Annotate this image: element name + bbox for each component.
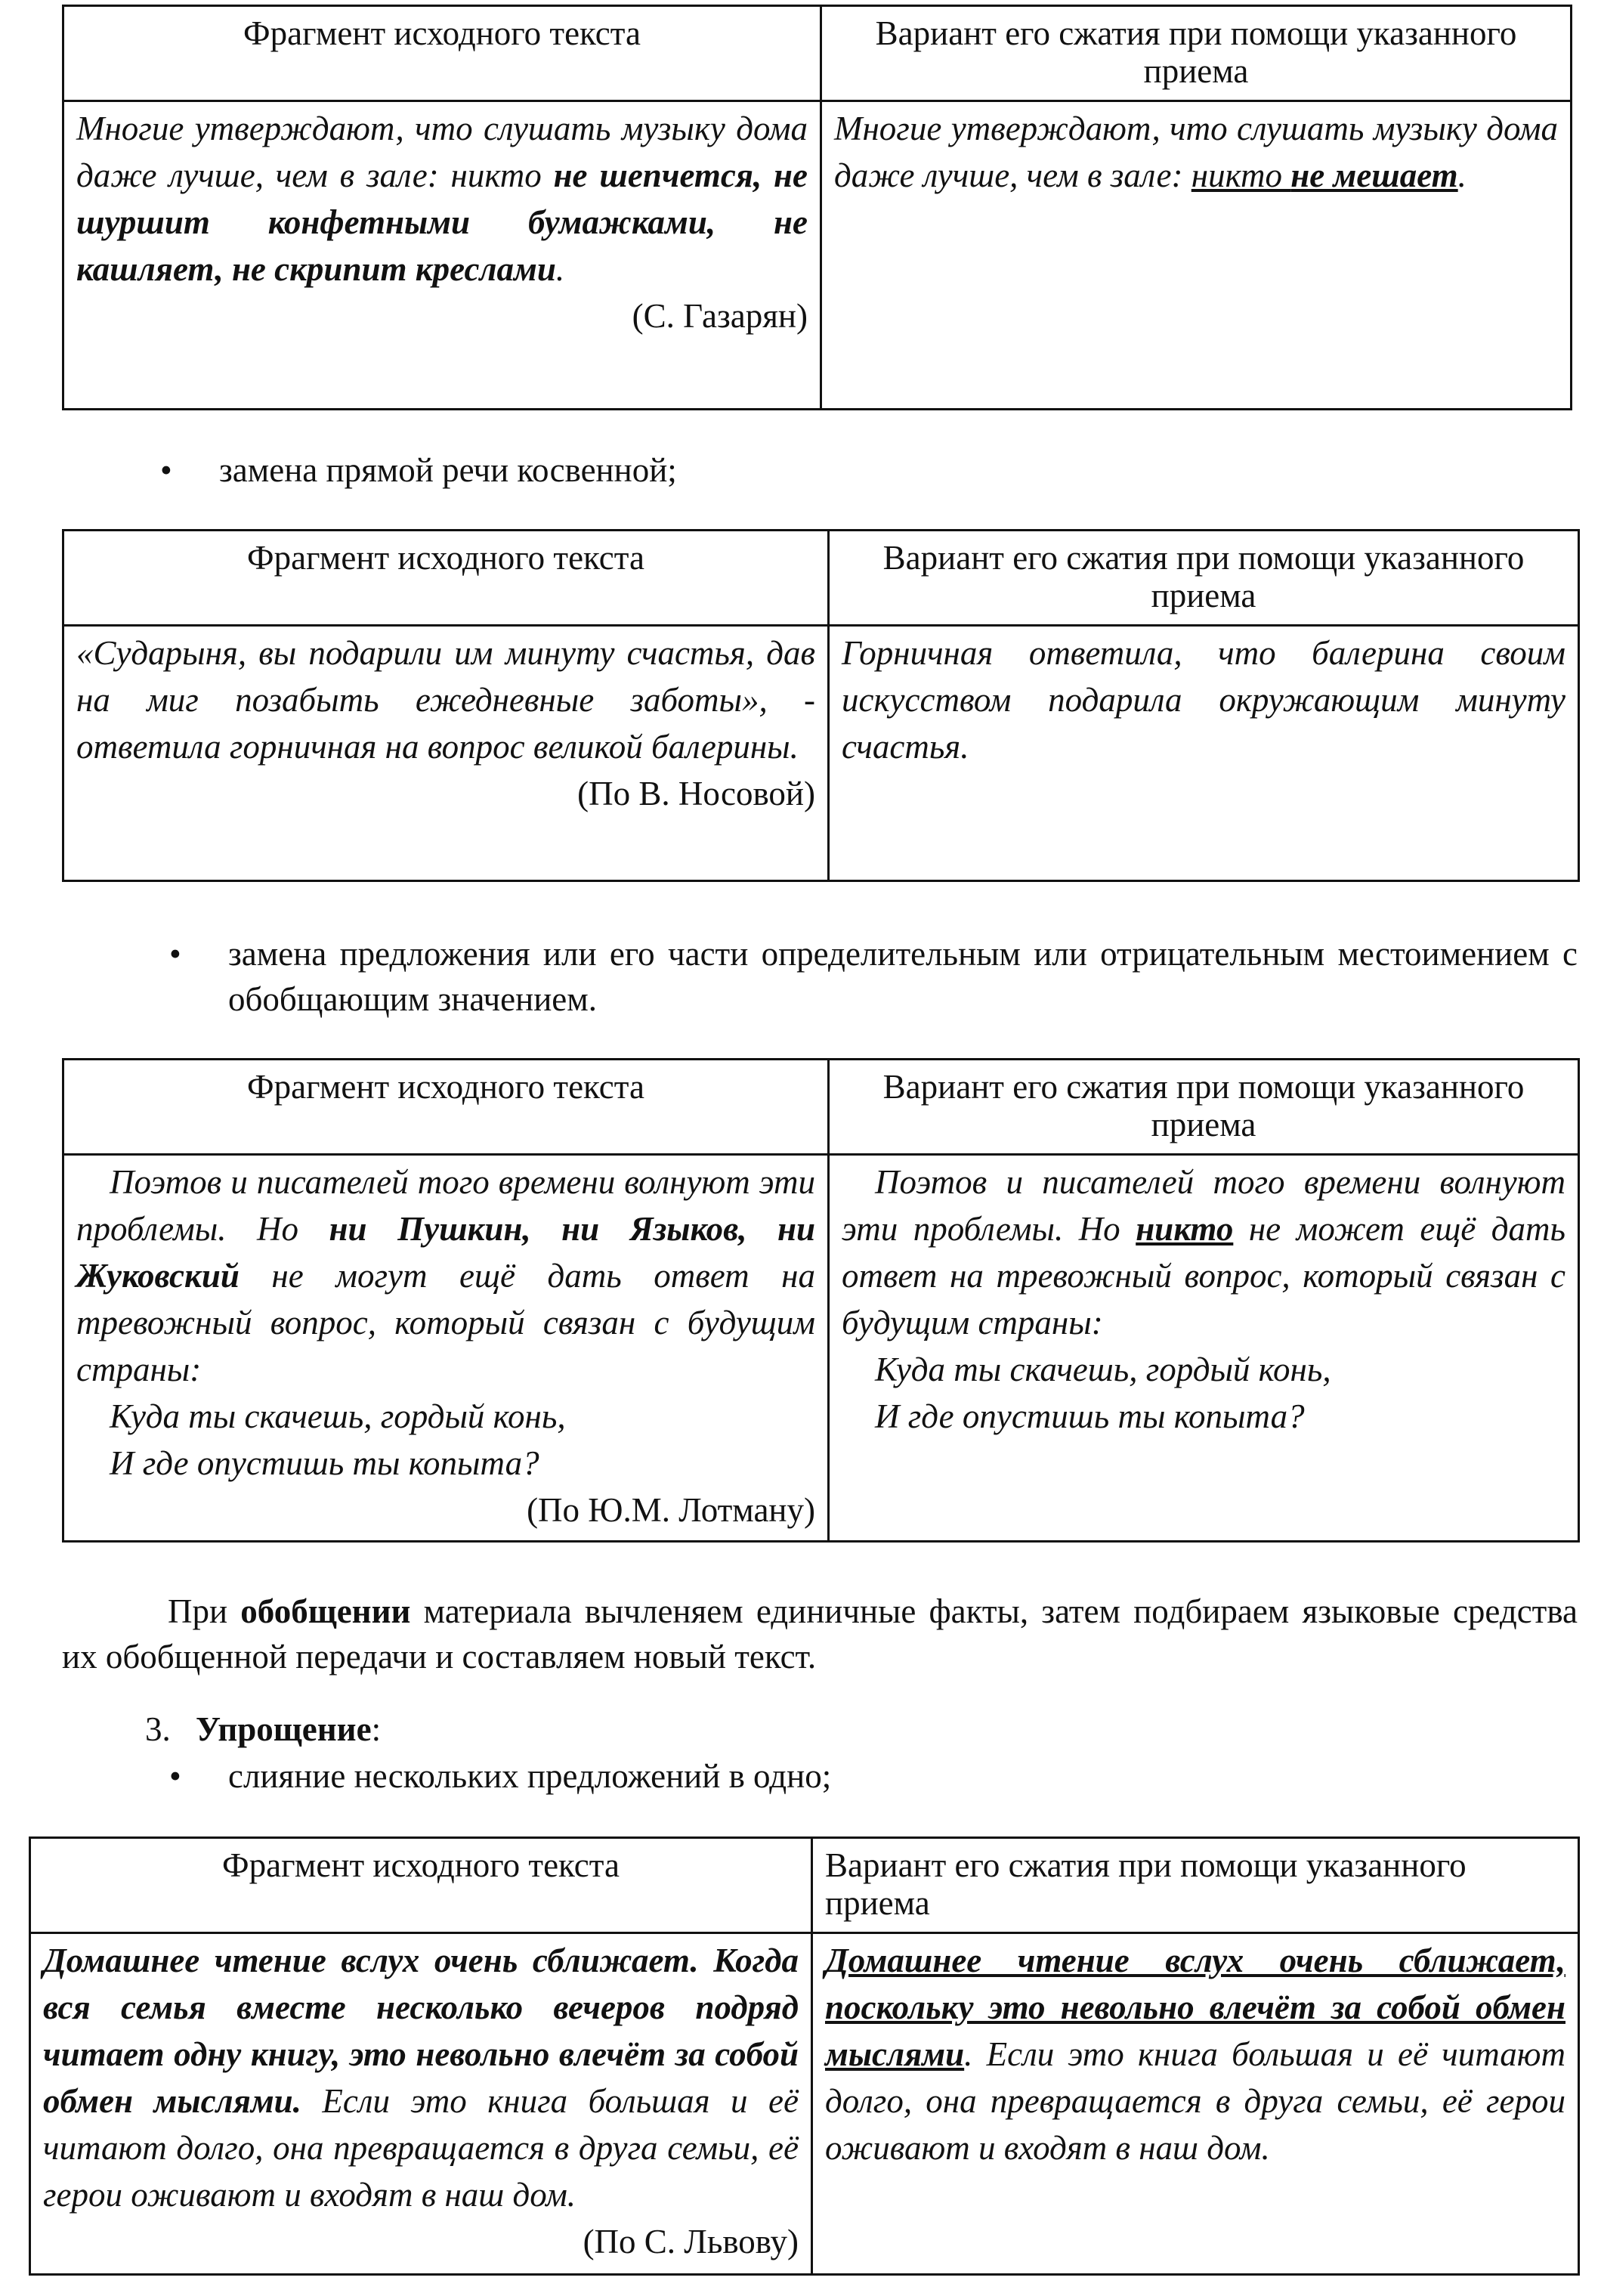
text-run: не мешает [1290,156,1458,194]
table4-left-text [43,1942,799,2214]
text-run: «Сударыня, вы подарили им минуту счастья, дав на миг позабыть ежедневные заботы», - ответила горничная на вопрос великой балерины. [76,634,815,766]
bullet-marker: • [169,1757,181,1795]
example-table-1 [62,5,1572,410]
example-table-3 [62,1058,1580,1543]
text-run: Поэтов и писателей того времени волнуют эти проблемы. Но [76,1163,815,1248]
table4-right-text [825,1942,1565,2167]
bullet-item-3 [169,1753,1578,1799]
paragraph-text [62,1592,1578,1676]
bullet-text: замена прямой речи косвенной; [219,451,677,489]
example-table-4 [29,1836,1580,2276]
bullet-item-1 [160,447,1579,493]
table4-source: (По С. Львову) [583,2223,799,2260]
text-run: . Если это книга большая и её читают долго, она превращается в друга семьи, её герои оживают и входят в наш дом. [825,2035,1565,2167]
bullet-item-2 [169,931,1578,1022]
table3-source: (По Ю.М. Лотману) [527,1491,815,1529]
text-run: Многие утверждают, что слушать музыку дома даже лучше, чем в зале: [834,110,1558,194]
table3-right-cell [829,1155,1579,1542]
text-run: Поэтов и писателей того времени волнуют эти проблемы. Но [842,1163,1565,1248]
table4-left-cell [30,1933,812,2275]
text-run: Домашнее чтение вслух очень сближает. Когда вся семья вместе несколько вечеров подряд читает одну книгу, это невольно влечёт за собой обмен мыслями. [43,1942,799,2120]
header-left: Фрагмент исходного текста [63,6,821,101]
section-3-heading [145,1707,901,1752]
table3-poem-right-line-1: Куда ты скачешь, гордый конь, [875,1351,1331,1388]
table3-poem-right-line-2: И где опустишь ты копыта? [875,1397,1305,1435]
section-number: 3. [145,1710,171,1748]
table3-left-text [76,1159,815,1393]
bullet-marker: • [169,935,181,973]
text-run: материала вычленяем единичные факты, затем подбираем языковые средства их обобщенной передачи и составляем новый текст. [62,1592,1578,1676]
header-right: Вариант его сжатия при помощи указанного приема [812,1838,1579,1933]
text-run: никто [1136,1210,1234,1248]
table1-right-cell [821,101,1572,410]
header-right: Вариант его сжатия при помощи указанного приема [829,531,1579,626]
text-run: Домашнее чтение вслух очень сближает, поскольку это невольно влечёт за собой обмен мыслями [825,1942,1565,2073]
table3-poem-left-line-1: Куда ты скачешь, гордый конь, [110,1397,566,1435]
text-run: Многие утверждают, что слушать музыку дома даже лучше, чем в зале: никто [76,110,808,194]
text-run: Горничная ответила, что балерина своим искусством подарила окружающим минуту счастья. [842,634,1565,766]
generalization-paragraph [62,1589,1578,1679]
table2-left-text [76,634,815,766]
bullet-marker: • [160,451,172,489]
text-run: При [168,1592,241,1630]
text-run: обобщении [240,1592,411,1630]
text-run: Если это книга большая и её читают долго, она превращается в друга семьи, её герои оживают и входят в наш дом. [43,2082,799,2214]
table3-right-text [842,1159,1565,1346]
text-run: . [1457,156,1467,194]
table2-left-cell [63,626,829,881]
section-colon: : [371,1710,382,1748]
text-run: . [555,250,565,288]
table1-left-cell [63,101,821,410]
header-left: Фрагмент исходного текста [63,1060,829,1155]
text-run: ни Пушкин, ни Языков, ни Жуковский [76,1210,815,1295]
text-run: не может ещё дать ответ на тревожный вопрос, который связан с будущим страны: [842,1210,1565,1341]
table1-left-text [76,110,808,288]
text-run: не могут ещё дать ответ на тревожный вопрос, который связан с будущим страны: [76,1257,815,1388]
table4-right-cell [812,1933,1579,2275]
section-title: Упрощение [196,1710,372,1748]
table2-right-cell [829,626,1579,881]
table1-source: (С. Газарян) [632,297,808,335]
header-right: Вариант его сжатия при помощи указанного приема [821,6,1572,101]
header-right: Вариант его сжатия при помощи указанного приема [829,1060,1579,1155]
table2-right-text [842,634,1565,766]
text-run: не шепчется, не шуршит конфетными бумажками, не кашляет, не скрипит креслами [76,156,808,288]
header-left: Фрагмент исходного текста [63,531,829,626]
table3-left-cell [63,1155,829,1542]
table2-source: (По В. Носовой) [577,775,815,812]
text-run: никто [1191,156,1291,194]
table3-poem-left-line-2: И где опустишь ты копыта? [110,1444,539,1482]
bullet-text: замена предложения или его части определительным или отрицательным местоимением с обобщающим значением. [228,935,1578,1018]
bullet-text: слияние нескольких предложений в одно; [228,1757,832,1795]
example-table-2 [62,529,1580,882]
table1-right-text [834,110,1558,194]
header-left: Фрагмент исходного текста [30,1838,812,1933]
